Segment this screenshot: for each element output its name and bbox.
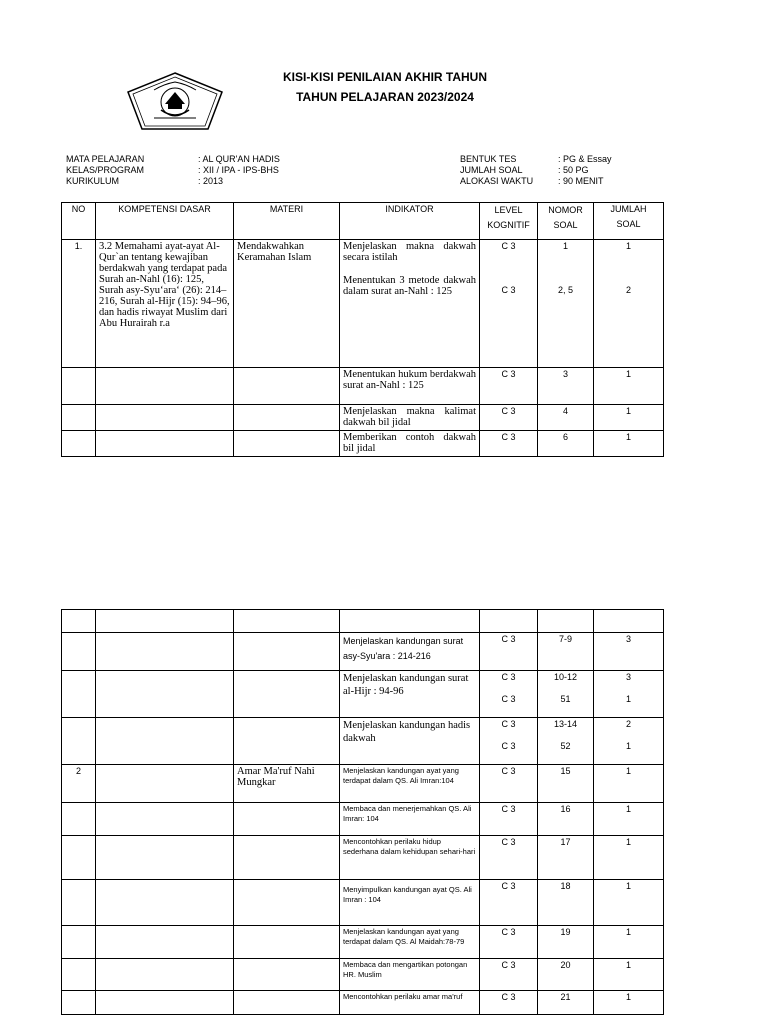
cell-jumlah: 1	[594, 765, 664, 803]
table-row	[62, 718, 664, 765]
table-row	[62, 431, 664, 457]
cell-level: C 3	[480, 926, 538, 959]
cell-jumlah: 1 2	[594, 240, 664, 368]
kisi-table-1	[61, 202, 664, 457]
cell-materi: Mendakwahkan Keramahan Islam	[234, 240, 340, 368]
col-nomor: NOMOR SOAL	[538, 203, 594, 240]
table-row	[62, 240, 664, 368]
cell-nomor: 21	[538, 991, 594, 1015]
cell-level: C 3 C 3	[480, 240, 538, 368]
cell-jumlah: 1	[594, 803, 664, 836]
doc-subtitle: TAHUN PELAJARAN 2023/2024	[296, 90, 474, 104]
table-row	[62, 405, 664, 431]
cell-level: C 3	[480, 991, 538, 1015]
cell-kompetensi: 3.2 Memahami ayat-ayat Al-Qur`an tentang kewajiban berdakwah yang terdapat pada Surah an-Nahl (16): 125, Surah asy-Syu‘ara‘ (26): 214–216, Surah al-Hijr (15): 94–96, dan hadis riwayat Muslim dari Abu Hurairah r.a	[96, 240, 234, 368]
cell-level: C 3	[480, 633, 538, 671]
cell-jumlah: 1	[594, 926, 664, 959]
col-kompetensi: KOMPETENSI DASAR	[96, 203, 234, 240]
cell-indikator: Menjelaskan kandungan surat al-Hijr : 94-96	[340, 671, 480, 718]
info-left: MATA PELAJARAN : AL QUR'AN HADIS KELAS/PROGRAM : XII / IPA - IPS-BHS KURIKULUM : 2013	[66, 154, 280, 186]
cell-indikator: Mencontohkan perilaku amar ma'ruf	[340, 991, 480, 1015]
table-header-row	[62, 203, 664, 240]
cell-nomor: 10-12 51	[538, 671, 594, 718]
col-indikator: INDIKATOR	[340, 203, 480, 240]
cell-nomor: 16	[538, 803, 594, 836]
cell-level: C 3 C 3	[480, 671, 538, 718]
cell-no: 1.	[62, 240, 96, 368]
cell-level: C 3	[480, 405, 538, 431]
cell-indikator: Membaca dan menerjemahkan QS. Ali Imran: 104	[340, 803, 480, 836]
cell-indikator: Menjelaskan kandungan ayat yang terdapat dalam QS. Al Maidah:78-79	[340, 926, 480, 959]
cell-nomor: 20	[538, 959, 594, 991]
cell-indikator: Menjelaskan kandungan surat asy-Syu'ara : 214-216	[340, 633, 480, 671]
cell-jumlah: 3	[594, 633, 664, 671]
cell-nomor: 7-9	[538, 633, 594, 671]
cell-indikator: Menjelaskan makna kalimat dakwah bil jidal	[340, 405, 480, 431]
cell-jumlah: 1	[594, 880, 664, 926]
table-row	[62, 671, 664, 718]
col-no: NO	[62, 203, 96, 240]
cell-indikator: Menentukan hukum berdakwah surat an-Nahl : 125	[340, 368, 480, 405]
cell-level: C 3	[480, 803, 538, 836]
cell-materi: Amar Ma'ruf Nahi Mungkar	[234, 765, 340, 803]
cell-level: C 3	[480, 959, 538, 991]
cell-jumlah: 1	[594, 836, 664, 880]
cell-nomor: 15	[538, 765, 594, 803]
cell-nomor: 4	[538, 405, 594, 431]
kisi-table-2	[61, 609, 664, 1015]
cell-jumlah: 1	[594, 959, 664, 991]
cell-nomor: 1 2, 5	[538, 240, 594, 368]
table-row	[62, 803, 664, 836]
table-row	[62, 880, 664, 926]
table-row	[62, 610, 664, 633]
table-row	[62, 959, 664, 991]
cell-jumlah: 1	[594, 405, 664, 431]
cell-level: C 3	[480, 765, 538, 803]
cell-level: C 3 C 3	[480, 718, 538, 765]
cell-jumlah: 1	[594, 991, 664, 1015]
col-level: LEVEL KOGNITIF	[480, 203, 538, 240]
cell-indikator: Mencontohkan perilaku hidup sederhana dalam kehidupan sehari-hari	[340, 836, 480, 880]
cell-indikator: Menjelaskan kandungan hadis dakwah	[340, 718, 480, 765]
table-row	[62, 926, 664, 959]
table-row	[62, 368, 664, 405]
cell-no: 2	[62, 765, 96, 803]
cell-jumlah: 2 1	[594, 718, 664, 765]
cell-nomor: 19	[538, 926, 594, 959]
cell-indikator: Menjelaskan makna dakwah secara istilah Menentukan 3 metode dakwah dalam surat an-Nahl : 125	[340, 240, 480, 368]
cell-level: C 3	[480, 368, 538, 405]
cell-nomor: 6	[538, 431, 594, 457]
cell-jumlah: 1	[594, 431, 664, 457]
table-row	[62, 991, 664, 1015]
cell-level: C 3	[480, 836, 538, 880]
cell-indikator: Membaca dan mengartikan potongan HR. Muslim	[340, 959, 480, 991]
cell-nomor: 3	[538, 368, 594, 405]
cell-nomor: 13-14 52	[538, 718, 594, 765]
cell-indikator: Menjelaskan kandungan ayat yang terdapat dalam QS. Ali Imran:104	[340, 765, 480, 803]
cell-indikator: Memberikan contoh dakwah bil jidal	[340, 431, 480, 457]
info-right: BENTUK TES : PG & Essay JUMLAH SOAL : 50 PG ALOKASI WAKTU : 90 MENIT	[460, 154, 612, 186]
table-row	[62, 765, 664, 803]
cell-level: C 3	[480, 431, 538, 457]
cell-nomor: 17	[538, 836, 594, 880]
doc-title: KISI-KISI PENILAIAN AKHIR TAHUN	[283, 70, 487, 84]
table-row	[62, 633, 664, 671]
col-materi: MATERI	[234, 203, 340, 240]
table-row	[62, 836, 664, 880]
cell-level: C 3	[480, 880, 538, 926]
col-jumlah: JUMLAH SOAL	[594, 203, 664, 240]
cell-jumlah: 1	[594, 368, 664, 405]
cell-nomor: 18	[538, 880, 594, 926]
cell-indikator: Menyimpulkan kandungan ayat QS. Ali Imran : 104	[340, 880, 480, 926]
cell-jumlah: 3 1	[594, 671, 664, 718]
